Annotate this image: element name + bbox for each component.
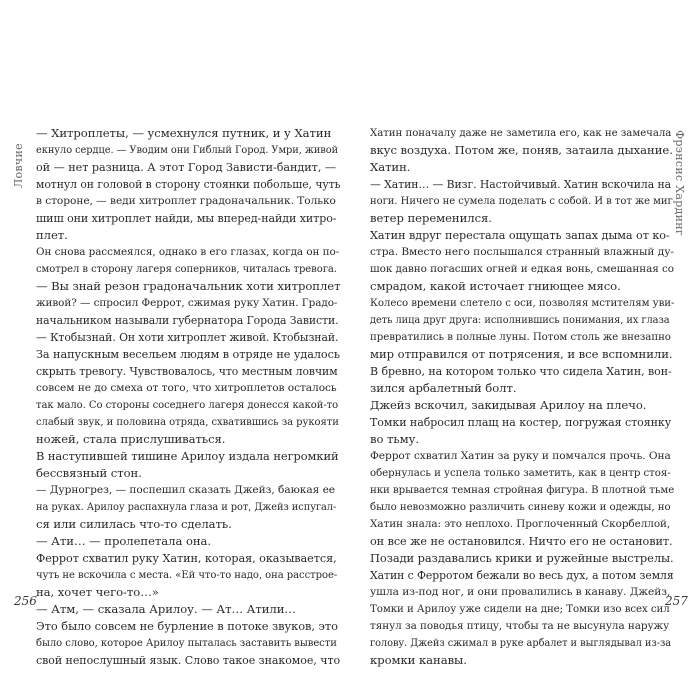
text-line: ушла из-под ног, и они провалились в канаву. Джейз, bbox=[370, 586, 671, 598]
text-line: екнуло сердце. — Уводим они Гиблый Город. Умри, живой bbox=[36, 145, 339, 156]
running-head-left: Ловчие bbox=[12, 143, 25, 188]
text-line: — Дурногрез, — поспешил сказать Джейз, баюкая ее bbox=[36, 484, 336, 496]
text-line: Джейз вскочил, закидывая Арилоу на плечо. bbox=[370, 398, 647, 412]
text-line: Он снова рассмеялся, однако в его глазах, когда он по- bbox=[36, 246, 340, 258]
text-line: — Хитроплеты, — усмехнулся путник, и у Хатин bbox=[36, 126, 332, 140]
text-line: в стороне, — веди хитроплет градоначальник. Только bbox=[36, 195, 336, 207]
text-line: — Хатин… — Визг. Настойчивый. Хатин вскочила на bbox=[370, 178, 671, 191]
text-line: мотнул он головой в сторону стоянки побольше, чуть bbox=[36, 178, 341, 191]
text-line: Это было совсем не бурление в потоке звуков, это bbox=[36, 619, 338, 633]
text-line: Хатин. bbox=[370, 160, 411, 174]
text-line: совсем не до смеха от того, что хитроплетов осталось bbox=[36, 382, 337, 394]
text-line: деть лица друг друга: исполнившись понимания, их глаза bbox=[370, 315, 670, 326]
text-line: во тьму. bbox=[370, 432, 420, 446]
text-line: смотрел в сторону лагеря соперников, читалась тревога. bbox=[36, 264, 337, 275]
text-line: ноги. Ничего не сумела поделать с собой. И в тот же миг bbox=[370, 196, 673, 207]
text-line: стра. Вместо него послышался странный влажный ду- bbox=[370, 246, 674, 258]
text-line: Феррот схватил Хатин за руку и помчался прочь. Она bbox=[370, 450, 671, 462]
text-line: обернулась и успела только заметить, как в центр стоя- bbox=[370, 468, 671, 479]
text-line: Позади раздавались крики и ружейные выстрелы. bbox=[370, 551, 674, 565]
page-number-left: 256 bbox=[14, 594, 37, 608]
text-line: живой? — спросил Феррот, сжимая руку Хатин. Градо- bbox=[36, 297, 338, 309]
text-line: плет. bbox=[36, 228, 68, 242]
text-line: нки врывается темная стройная фигура. В плотной тьме bbox=[370, 485, 675, 496]
text-line: ветер переменился. bbox=[370, 211, 492, 225]
text-line: шиш они хитроплет найди, мы вперед-найди хитро- bbox=[36, 212, 337, 225]
text-line: он все же не остановился. Ничто его не остановит. bbox=[370, 535, 673, 548]
right-page-text bbox=[370, 125, 674, 669]
text-line: Колесо времени слетело с оси, позволяя мстителям уви- bbox=[370, 298, 675, 309]
text-line: шок давно погасших огней и едкая вонь, смешанная со bbox=[370, 263, 674, 275]
text-line: В бревно, на котором только что сидела Хатин, вон- bbox=[370, 365, 672, 378]
text-line: зился арбалетный болт. bbox=[370, 381, 517, 395]
text-line: кромки канавы. bbox=[370, 653, 467, 667]
text-line: — Атм, — сказала Арилоу. — Ат… Атили… bbox=[36, 602, 296, 616]
text-line: ножей, стала прислушиваться. bbox=[36, 432, 226, 446]
text-line: Хатин с Ферротом бежали во весь дух, а потом земля bbox=[370, 569, 674, 582]
text-line: превратились в полные луны. Потом столь же внезапно bbox=[370, 332, 671, 343]
text-line: начальником называли губернатора Города Зависти. bbox=[36, 314, 339, 327]
text-line: слабый звук, и половина отряда, схватившись за рукояти bbox=[36, 417, 339, 428]
text-line: Хатин знала: это неплохо. Проглоченный Скорбеллой, bbox=[370, 518, 671, 530]
text-line: на руках. Арилоу распахнула глаза и рот, Джейз испугал- bbox=[36, 502, 337, 513]
text-line: голову. Джейз сжимал в руке арбалет и выглядывал из-за bbox=[370, 638, 672, 649]
running-head-right: Фрэнсис Хардинг bbox=[673, 130, 686, 236]
text-line: смрадом, какой источает гниющее мясо. bbox=[370, 279, 621, 293]
page-number-right: 257 bbox=[665, 594, 688, 608]
left-page-text bbox=[36, 125, 340, 669]
text-line: ой — нет разница. А этот Город Зависти-бандит, — bbox=[36, 161, 336, 174]
text-line: — Вы знай резон градоначальник хоти хитроплет bbox=[36, 279, 341, 293]
text-line: Хатин вдруг перестала ощущать запах дыма от ко- bbox=[370, 229, 670, 242]
text-line: на, хочет чего-то…» bbox=[36, 585, 159, 599]
text-line: Феррот схватил руку Хатин, которая, оказывается, bbox=[36, 552, 337, 565]
text-line: было слово, которое Арилоу пыталась заставить вывести bbox=[36, 638, 337, 649]
text-line: За напускным весельем людям в отряде не удалось bbox=[36, 348, 340, 361]
text-line: чуть не вскочила с места. «Ей что-то надо, она расстроe- bbox=[36, 570, 338, 581]
text-line: так мало. Со стороны соседнего лагеря донесся какой-то bbox=[36, 400, 339, 411]
text-line: — Ати… — пролепетала она. bbox=[36, 534, 212, 548]
text-line: ся или силилась что-то сделать. bbox=[36, 517, 232, 531]
text-line: Томки и Арилоу уже сидели на дне; Томки изо всех сил bbox=[370, 604, 670, 615]
text-line: Томки набросил плащ на костер, погружая стоянку bbox=[370, 416, 672, 429]
text-line: — Ктобызнай. Он хоти хитроплет живой. Ктобызнай. bbox=[36, 331, 339, 344]
text-line: было невозможно различить синеву кожи и одежды, но bbox=[370, 502, 671, 513]
text-line: скрыть тревогу. Чувствовалось, что местным ловчим bbox=[36, 365, 338, 378]
text-line: тянул за поводья птицу, чтобы та не высунула наружу bbox=[370, 620, 670, 632]
text-line: В наступившей тишине Арилоу издала негромкий bbox=[36, 449, 339, 463]
text-line: вкус воздуха. Потом же, поняв, затаила дыхание. bbox=[370, 143, 673, 157]
text-line: мир отправился от потрясения, и все вспомнили. bbox=[370, 347, 673, 361]
text-line: бессвязный стон. bbox=[36, 466, 142, 480]
text-line: Хатин поначалу даже не заметила его, как не замечала bbox=[370, 128, 672, 139]
text-line: свой непослушный язык. Слово такое знакомое, что bbox=[36, 654, 341, 667]
